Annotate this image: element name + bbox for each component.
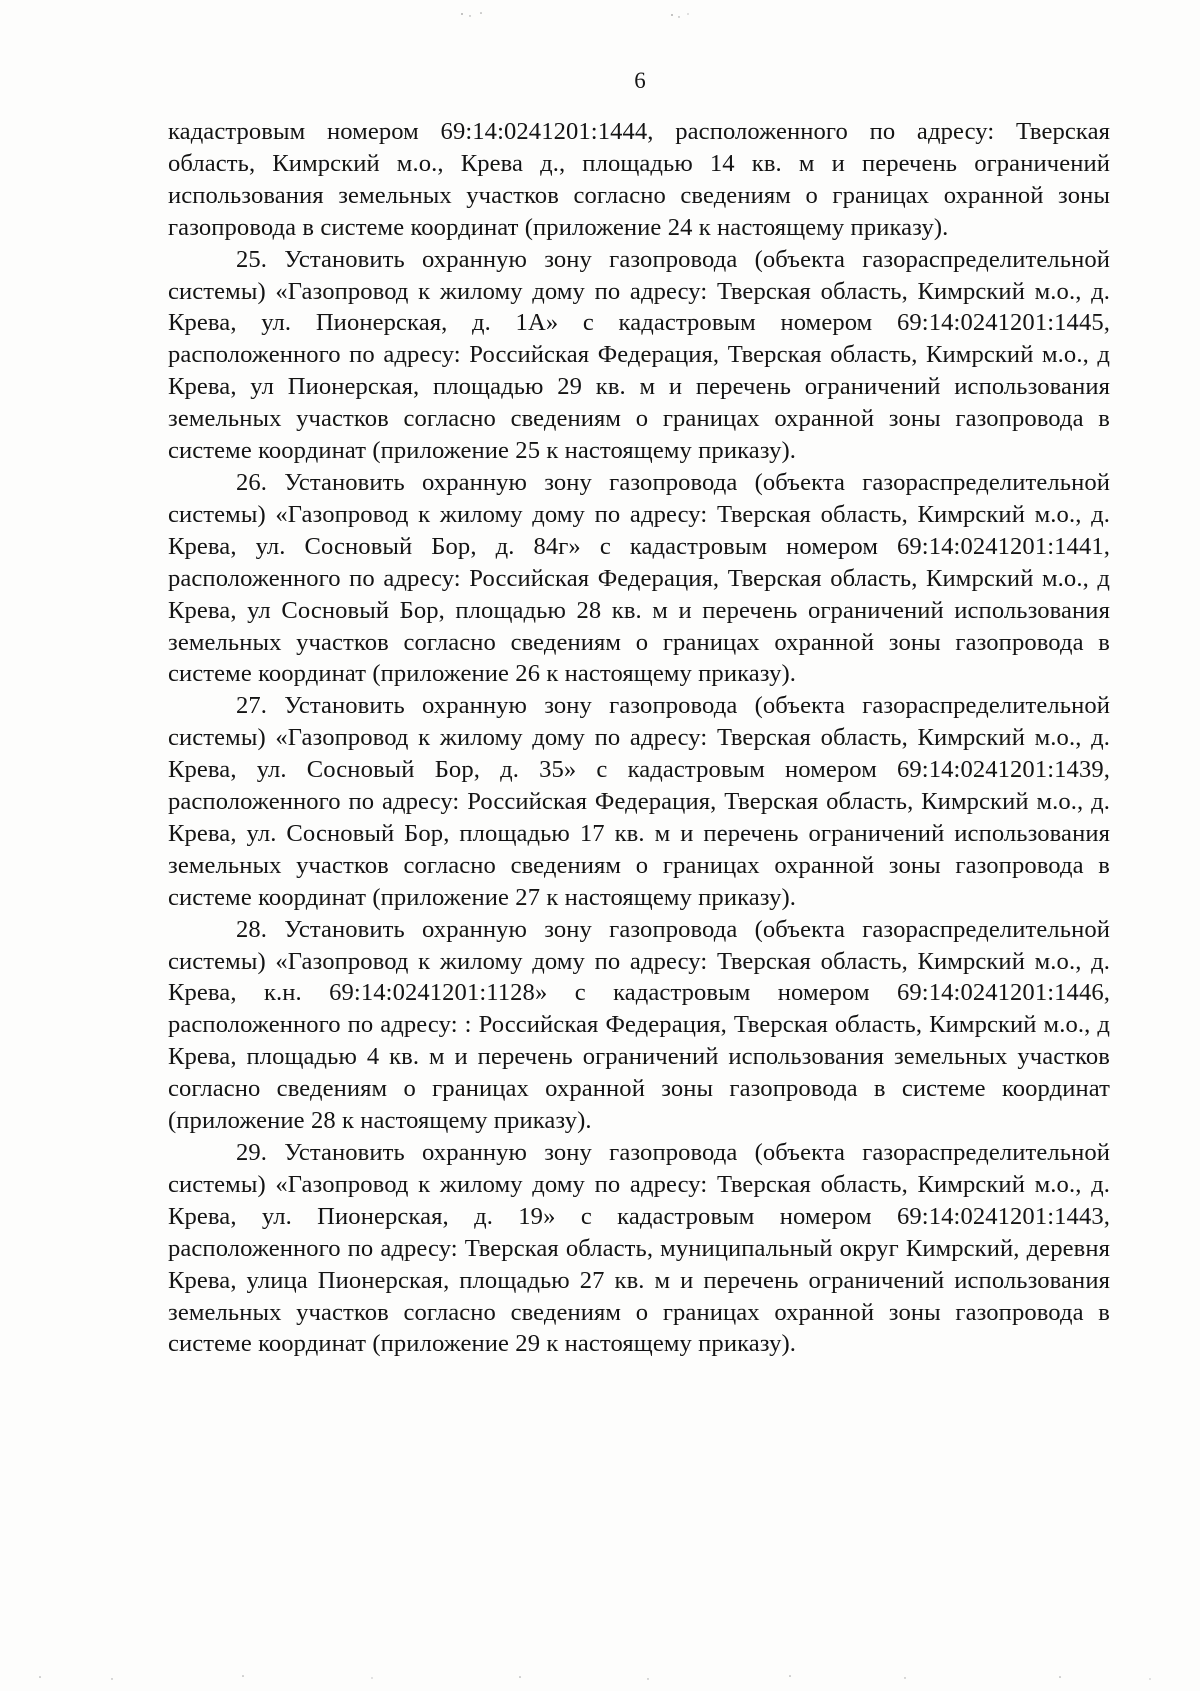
page-number: 6 [634,68,646,93]
paragraph-continuation: кадастровым номером 69:14:0241201:1444, расположенного по адресу: Тверская область, Кимрский м.о., Крева д., площадью 14 кв. м и перечень ограничений использования земельных участков согласно сведениям о границах охранной зоны газопровода в системе координат (приложение 24 к настоящему приказу). [168,118,1110,241]
scan-noise-top [0,6,1200,20]
paragraph-item: 28. Установить охранную зону газопровода (объекта газораспределительной системы) «Газопровод к жилому дому по адресу: Тверская область, Кимрский м.о., д. Крева, к.н. 69:14:0241201:1128» с кадастровым номером 69:14:0241201:1446, расположенного по адресу: : Российская Федерация, Тверская область, Кимрский м.о., д Крева, площадью 4 кв. м и перечень ограничений использования земельных участков согласно сведениям о границах охранной зоны газопровода в системе координат (приложение 28 к настоящему приказу). [168,915,1110,1135]
paragraph-item: 26. Установить охранную зону газопровода (объекта газораспределительной системы) «Газопровод к жилому дому по адресу: Тверская область, Кимрский м.о., д. Крева, ул. Сосновый Бор, д. 84г» с кадастровым номером 69:14:0241201:1441, расположенного по адресу: Российская Федерация, Тверская область, Кимрский м.о., д Крева, ул Сосновый Бор, площадью 28 кв. м и перечень ограничений использования земельных участков согласно сведениям о границах охранной зоны газопровода в системе координат (приложение 26 к настоящему приказу). [168,468,1110,688]
document-body [168,116,1110,1360]
paragraph-item: 29. Установить охранную зону газопровода (объекта газораспределительной системы) «Газопровод к жилому дому по адресу: Тверская область, Кимрский м.о., д. Крева, ул. Пионерская, д. 19» с кадастровым номером 69:14:0241201:1443, расположенного по адресу: Тверская область, муниципальный округ Кимрский, деревня Крева, улица Пионерская, площадью 27 кв. м и перечень ограничений использования земельных участков согласно сведениям о границах охранной зоны газопровода в системе координат (приложение 29 к настоящему приказу). [168,1139,1110,1358]
scan-noise-bottom [0,1670,1200,1684]
paragraph-item: 25. Установить охранную зону газопровода (объекта газораспределительной системы) «Газопровод к жилому дому по адресу: Тверская область, Кимрский м.о., д. Крева, ул. Пионерская, д. 1А» с кадастровым номером 69:14:0241201:1445, расположенного по адресу: Российская Федерация, Тверская область, Кимрский м.о., д Крева, ул Пионерская, площадью 29 кв. м и перечень ограничений использования земельных участков согласно сведениям о границах охранной зоны газопровода в системе координат (приложение 25 к настоящему приказу). [168,245,1110,465]
paragraph-item: 27. Установить охранную зону газопровода (объекта газораспределительной системы) «Газопровод к жилому дому по адресу: Тверская область, Кимрский м.о., д. Крева, ул. Сосновый Бор, д. 35» с кадастровым номером 69:14:0241201:1439, расположенного по адресу: Российская Федерация, Тверская область, Кимрский м.о., д. Крева, ул. Сосновый Бор, площадью 17 кв. м и перечень ограничений использования земельных участков согласно сведениям о границах охранной зоны газопровода в системе координат (приложение 27 к настоящему приказу). [168,692,1110,911]
